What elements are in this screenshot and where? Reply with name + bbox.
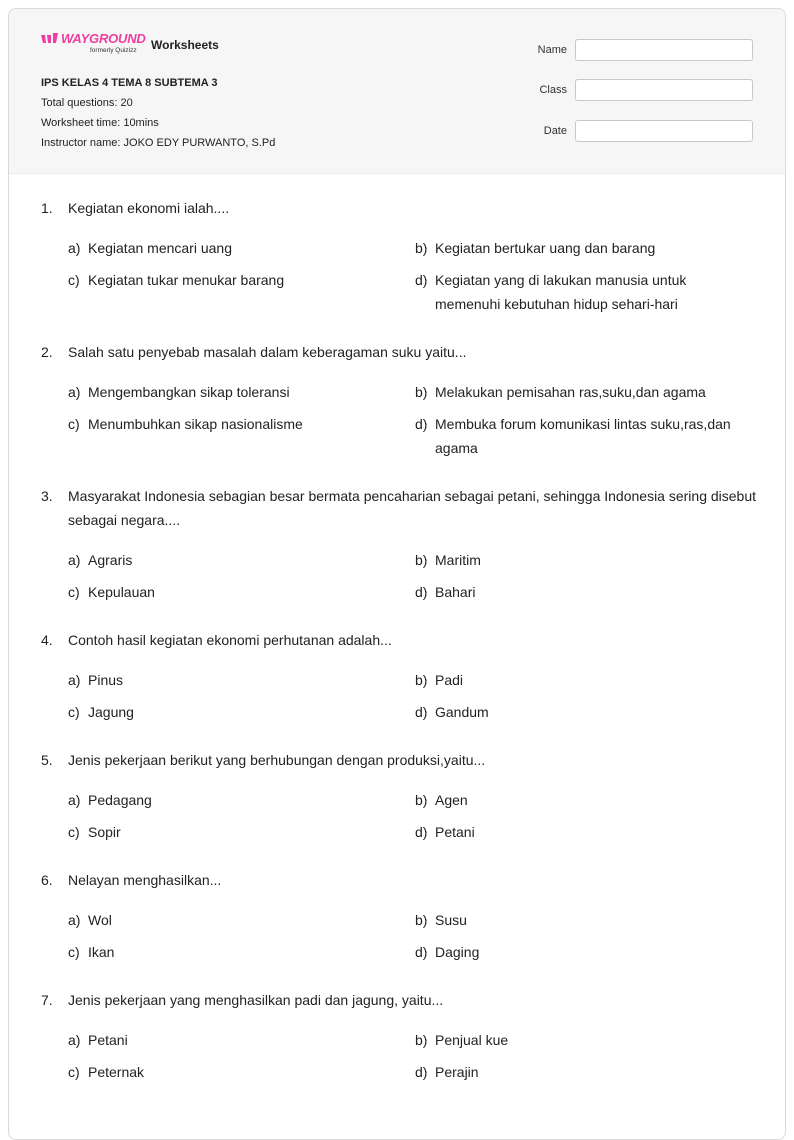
answer-option [415, 1060, 755, 1084]
option-text: Penjual kue [435, 1032, 509, 1048]
option-text: Melakukan pemisahan ras,suku,dan agama [435, 384, 706, 400]
option-text: Sopir [88, 824, 121, 840]
option-text: Mengembangkan sikap toleransi [88, 384, 290, 400]
option-text: Pedagang [88, 792, 152, 808]
option-text: Agen [435, 792, 468, 808]
worksheet-time: Worksheet time: 10mins [41, 117, 159, 129]
name-field[interactable] [575, 39, 753, 61]
question-line [41, 628, 785, 652]
option-letter: a) [68, 672, 81, 688]
question-text: Jenis pekerjaan yang menghasilkan padi dan jagung, yaitu... [68, 992, 444, 1008]
question-line [41, 988, 785, 1012]
question-item [41, 628, 785, 724]
question-text: Contoh hasil kegiatan ekonomi perhutanan adalah... [68, 632, 392, 648]
answer-option [415, 908, 755, 932]
worksheet-header [9, 9, 785, 174]
option-letter: a) [68, 552, 81, 568]
worksheet-info [41, 73, 275, 153]
answer-option [415, 380, 755, 404]
option-letter: b) [415, 552, 428, 568]
answer-option [68, 236, 415, 260]
option-letter: b) [415, 912, 428, 928]
question-number: 4. [41, 632, 53, 648]
question-number: 5. [41, 752, 53, 768]
option-letter: c) [68, 824, 80, 840]
option-letter: c) [68, 1064, 80, 1080]
answer-option [415, 820, 755, 844]
option-text: Petani [88, 1032, 128, 1048]
option-letter: d) [415, 584, 428, 600]
answer-option [68, 548, 415, 572]
question-text: Kegiatan ekonomi ialah.... [68, 200, 230, 216]
answer-option [415, 548, 755, 572]
question-list [9, 174, 785, 1084]
question-item [41, 748, 785, 844]
class-label: Class [539, 84, 567, 96]
worksheet-title: IPS KELAS 4 TEMA 8 SUBTEMA 3 [41, 77, 218, 89]
student-fields [538, 37, 753, 159]
option-text: Kepulauan [88, 584, 155, 600]
wayground-logo [41, 31, 145, 59]
answer-option [415, 268, 755, 316]
option-letter: a) [68, 384, 81, 400]
option-text: Padi [435, 672, 464, 688]
option-text: Petani [435, 824, 475, 840]
answer-option [68, 700, 415, 724]
worksheets-label: Worksheets [151, 38, 219, 52]
option-text: Jagung [88, 704, 134, 720]
answer-option [415, 788, 755, 812]
option-text: Wol [88, 912, 112, 928]
option-letter: a) [68, 912, 81, 928]
option-text: Kegiatan tukar menukar barang [88, 272, 285, 288]
question-text: Salah satu penyebab masalah dalam keberagaman suku yaitu... [68, 344, 467, 360]
answer-option [415, 668, 755, 692]
option-text: Maritim [435, 552, 481, 568]
worksheet [8, 8, 786, 1140]
question-number: 3. [41, 488, 53, 504]
logo-mark-icon [41, 33, 59, 45]
option-text: Kegiatan yang di lakukan manusia untuk memenuhi kebutuhan hidup sehari-hari [435, 272, 687, 312]
option-text: Agraris [88, 552, 133, 568]
question-item [41, 196, 785, 316]
option-text: Bahari [435, 584, 476, 600]
answer-option [68, 1028, 415, 1052]
option-letter: b) [415, 792, 428, 808]
answer-option [415, 1028, 755, 1052]
answer-options [68, 236, 785, 316]
date-row [538, 118, 753, 143]
option-text: Ikan [88, 944, 115, 960]
name-label: Name [537, 43, 567, 56]
option-text: Menumbuhkan sikap nasionalisme [88, 416, 303, 432]
answer-option [68, 380, 415, 404]
option-letter: c) [68, 272, 80, 288]
answer-options [68, 1028, 785, 1084]
option-letter: d) [415, 824, 428, 840]
class-field[interactable] [575, 79, 753, 101]
answer-option [415, 236, 755, 260]
answer-option [68, 820, 415, 844]
question-text: Masyarakat Indonesia sebagian besar bermata pencaharian sebagai petani, sehingga Indonesia sering disebut sebagai negara.... [68, 488, 757, 528]
question-item [41, 868, 785, 964]
option-text: Membuka forum komunikasi lintas suku,ras,dan agama [435, 416, 731, 456]
option-letter: c) [68, 944, 80, 960]
option-text: Daging [435, 944, 480, 960]
option-letter: c) [68, 704, 80, 720]
question-line [41, 748, 785, 772]
date-label: Date [543, 124, 567, 137]
option-letter: b) [415, 1032, 428, 1048]
question-line [41, 868, 785, 892]
question-line [41, 484, 785, 532]
option-text: Peternak [88, 1064, 145, 1080]
question-text: Jenis pekerjaan berikut yang berhubungan dengan produksi,yaitu... [68, 752, 486, 768]
answer-option [68, 668, 415, 692]
option-letter: d) [415, 1064, 428, 1080]
answer-options [68, 668, 785, 724]
option-letter: d) [415, 944, 428, 960]
date-field[interactable] [575, 120, 753, 142]
answer-option [68, 908, 415, 932]
answer-option [68, 1060, 415, 1084]
answer-options [68, 908, 785, 964]
option-letter: d) [415, 272, 428, 288]
answer-option [68, 412, 415, 460]
option-text: Susu [435, 912, 467, 928]
option-letter: c) [68, 416, 80, 432]
answer-option [415, 412, 755, 460]
question-item [41, 988, 785, 1084]
question-number: 1. [41, 200, 53, 216]
logo-wordmark: WAYGROUND [61, 31, 146, 46]
option-letter: a) [68, 240, 81, 256]
question-line [41, 340, 785, 364]
option-letter: a) [68, 792, 81, 808]
question-number: 7. [41, 992, 53, 1008]
question-item [41, 484, 785, 604]
option-text: Perajin [435, 1064, 479, 1080]
question-number: 6. [41, 872, 53, 888]
option-text: Pinus [88, 672, 124, 688]
answer-option [68, 268, 415, 316]
answer-option [415, 580, 755, 604]
answer-option [68, 788, 415, 812]
answer-option [68, 940, 415, 964]
answer-options [68, 788, 785, 844]
answer-option [415, 940, 755, 964]
option-letter: b) [415, 384, 428, 400]
class-row [538, 78, 753, 103]
option-letter: c) [68, 584, 80, 600]
option-letter: b) [415, 240, 428, 256]
option-letter: d) [415, 416, 428, 432]
option-text: Kegiatan bertukar uang dan barang [435, 240, 656, 256]
name-row [538, 37, 753, 62]
answer-options [68, 380, 785, 460]
answer-option [68, 580, 415, 604]
logo-subtext: formerly Quizizz [90, 47, 137, 54]
option-text: Kegiatan mencari uang [88, 240, 232, 256]
option-letter: b) [415, 672, 428, 688]
option-letter: d) [415, 704, 428, 720]
answer-options [68, 548, 785, 604]
instructor-name: Instructor name: JOKO EDY PURWANTO, S.Pd [41, 137, 276, 149]
total-questions: Total questions: 20 [41, 97, 133, 109]
option-text: Gandum [435, 704, 489, 720]
option-letter: a) [68, 1032, 81, 1048]
question-text: Nelayan menghasilkan... [68, 872, 222, 888]
answer-option [415, 700, 755, 724]
question-line [41, 196, 785, 220]
question-number: 2. [41, 344, 53, 360]
question-item [41, 340, 785, 460]
